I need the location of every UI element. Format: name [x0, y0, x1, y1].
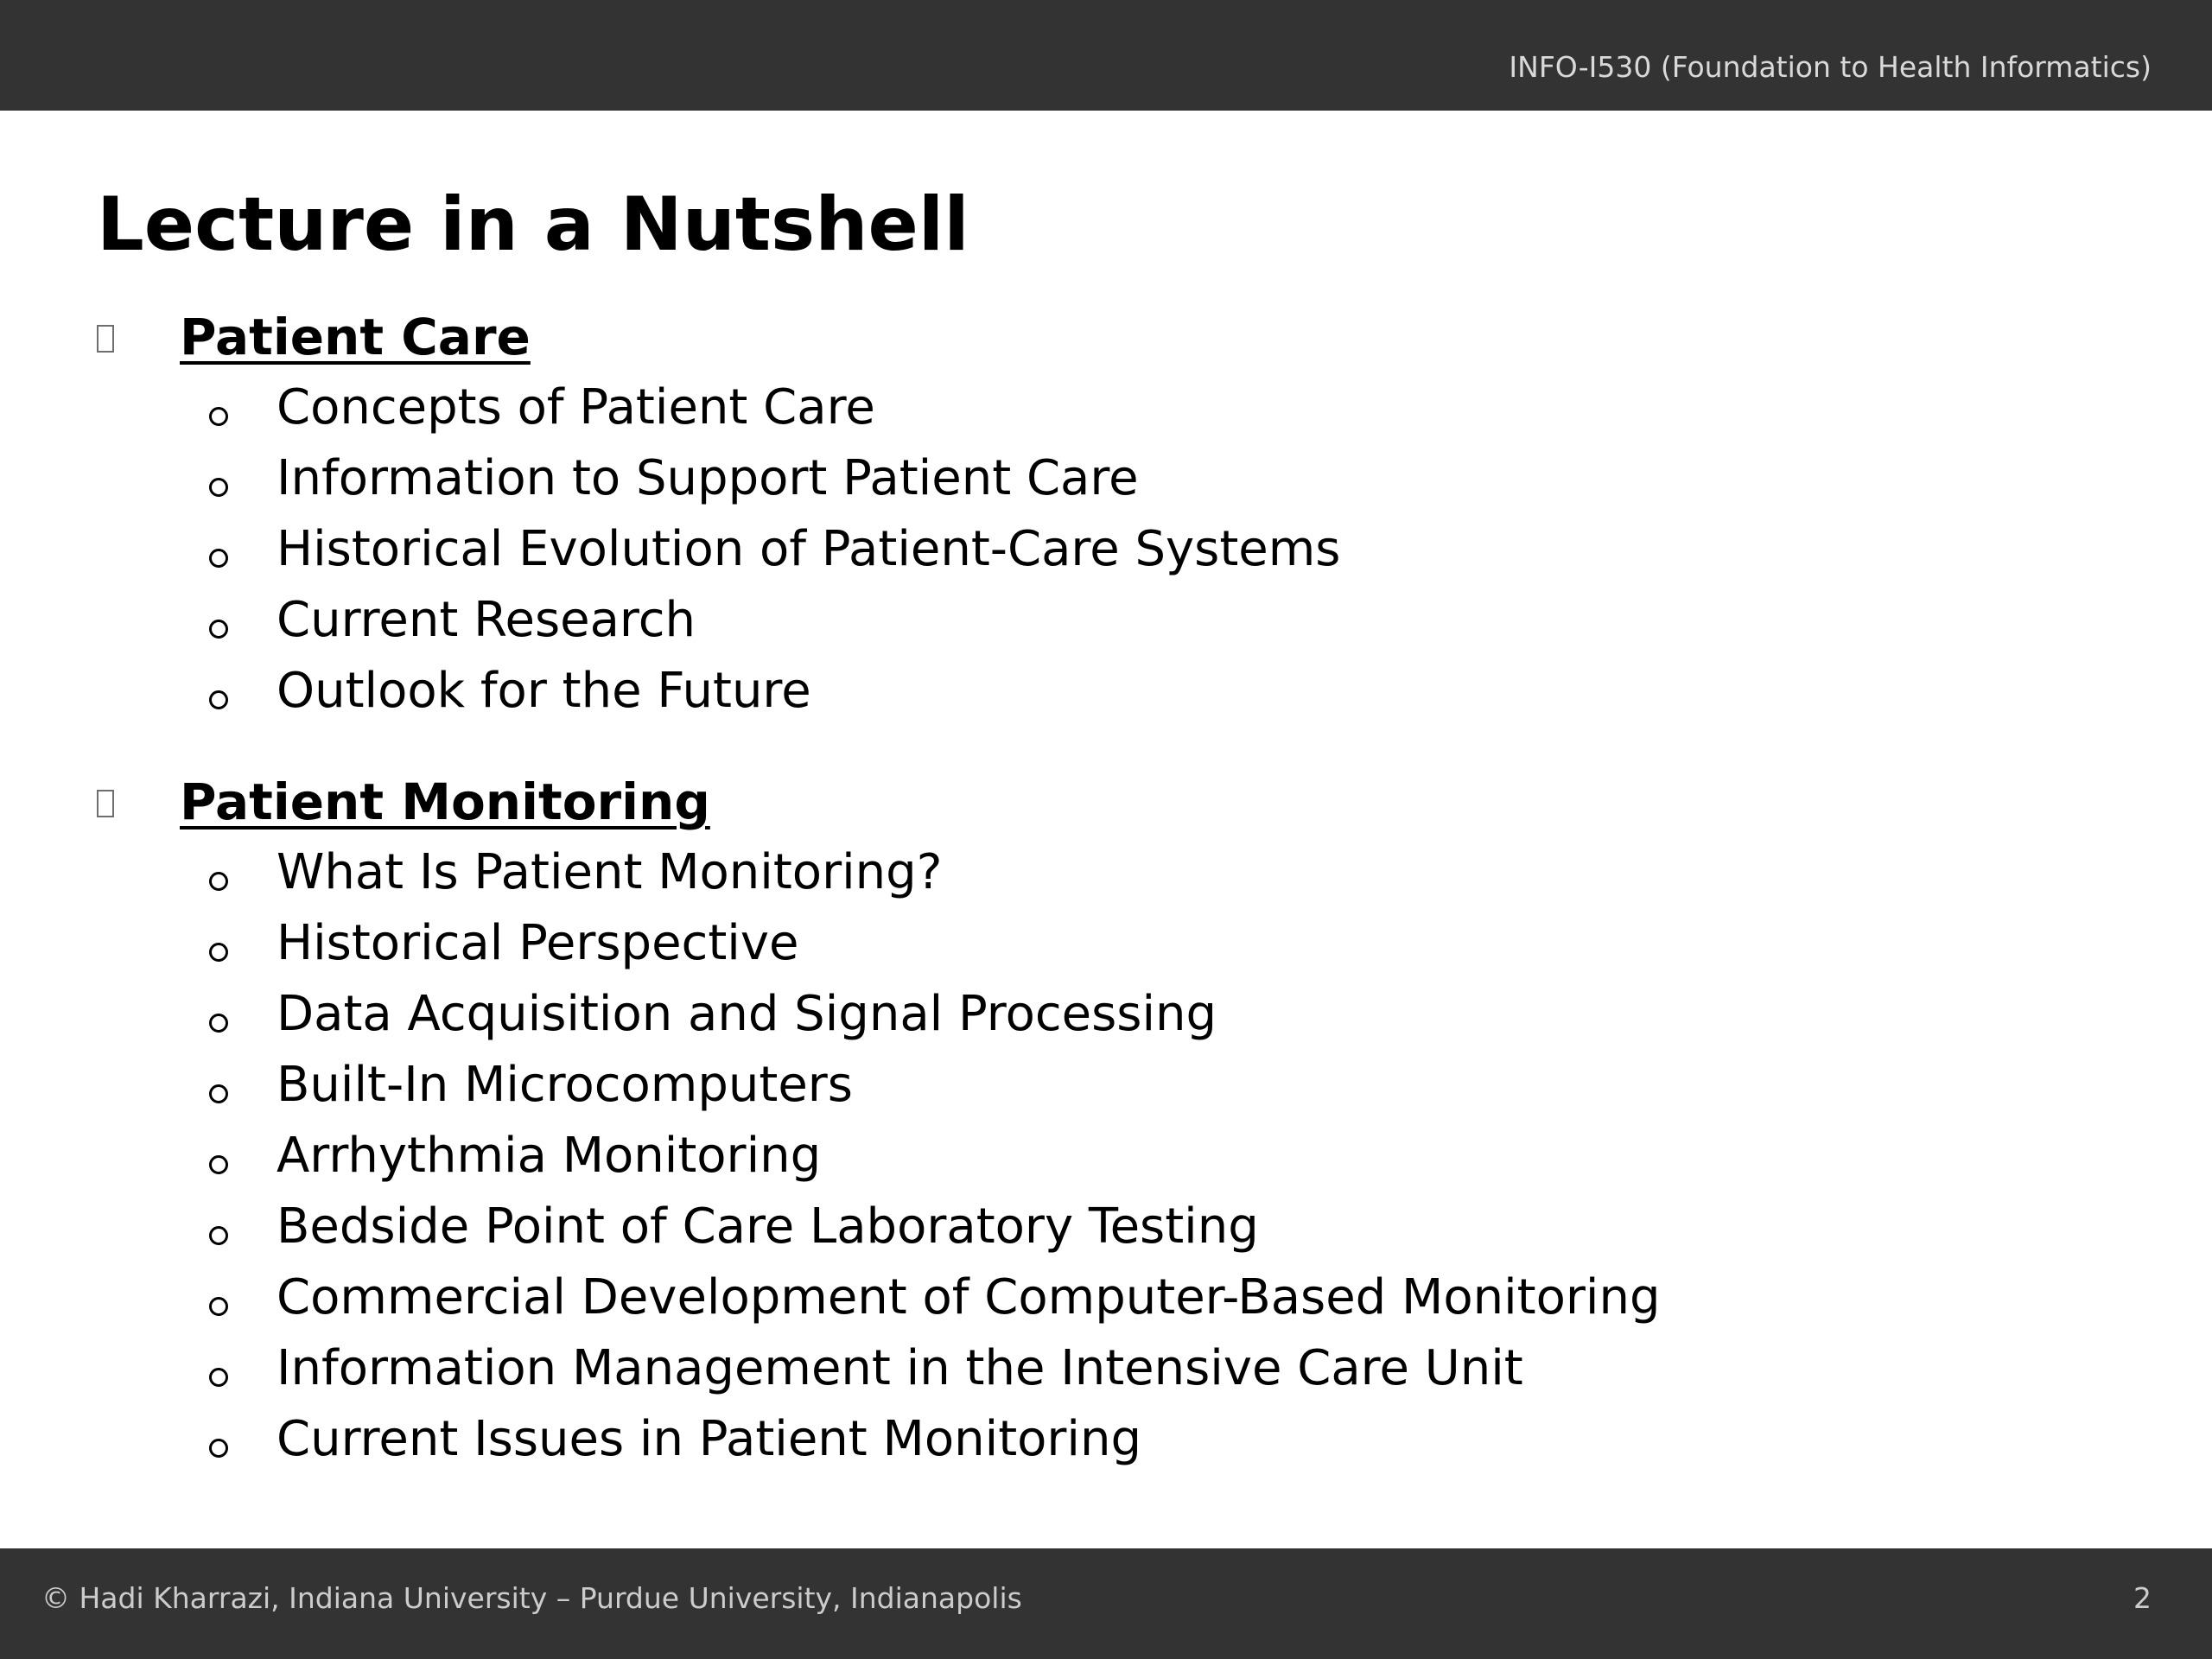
- hollow-circle-bullet-icon: [209, 1014, 228, 1033]
- list-item-label: Commercial Development of Computer-Based Monitoring: [276, 1269, 1661, 1325]
- hollow-circle-bullet-icon: [209, 872, 228, 891]
- list-item-label: Historical Perspective: [276, 915, 799, 971]
- section-heading: Patient Care: [180, 308, 531, 366]
- list-item-label: Current Issues in Patient Monitoring: [276, 1411, 1142, 1467]
- list-item-label: What Is Patient Monitoring?: [276, 844, 943, 900]
- hollow-circle-bullet-icon: [209, 478, 228, 497]
- list-item-label: Historical Evolution of Patient-Care Systems: [276, 521, 1341, 577]
- list-item-label: Bedside Point of Care Laboratory Testing: [276, 1198, 1259, 1255]
- list-item-label: Current Research: [276, 592, 696, 648]
- list-item-label: Concepts of Patient Care: [276, 379, 875, 435]
- section-heading: Patient Monitoring: [180, 772, 710, 831]
- hollow-circle-bullet-icon: [209, 1155, 228, 1174]
- hollow-circle-bullet-icon: [209, 690, 228, 709]
- list-item-label: Outlook for the Future: [276, 663, 811, 719]
- hollow-circle-bullet-icon: [209, 407, 228, 426]
- list-item-label: Built-In Microcomputers: [276, 1057, 853, 1113]
- hollow-circle-bullet-icon: [209, 943, 228, 962]
- course-label: INFO-I530 (Foundation to Health Informatics): [1509, 50, 2152, 84]
- hollow-circle-bullet-icon: [209, 1226, 228, 1245]
- list-item-label: Data Acquisition and Signal Processing: [276, 986, 1217, 1042]
- list-item-label: Information Management in the Intensive Care Unit: [276, 1340, 1523, 1396]
- square-bullet-icon: [97, 325, 114, 353]
- hollow-circle-bullet-icon: [209, 1439, 228, 1458]
- hollow-circle-bullet-icon: [209, 1368, 228, 1387]
- hollow-circle-bullet-icon: [209, 620, 228, 639]
- hollow-circle-bullet-icon: [209, 549, 228, 568]
- list-item-label: Information to Support Patient Care: [276, 450, 1139, 506]
- slide-title: Lecture in a Nutshell: [97, 181, 969, 268]
- hollow-circle-bullet-icon: [209, 1084, 228, 1103]
- list-item-label: Arrhythmia Monitoring: [276, 1128, 822, 1184]
- copyright-notice: © Hadi Kharrazi, Indiana University – Purdue University, Indianapolis: [41, 1581, 1022, 1615]
- square-bullet-icon: [97, 790, 114, 817]
- page-number: 2: [2133, 1581, 2152, 1615]
- hollow-circle-bullet-icon: [209, 1297, 228, 1316]
